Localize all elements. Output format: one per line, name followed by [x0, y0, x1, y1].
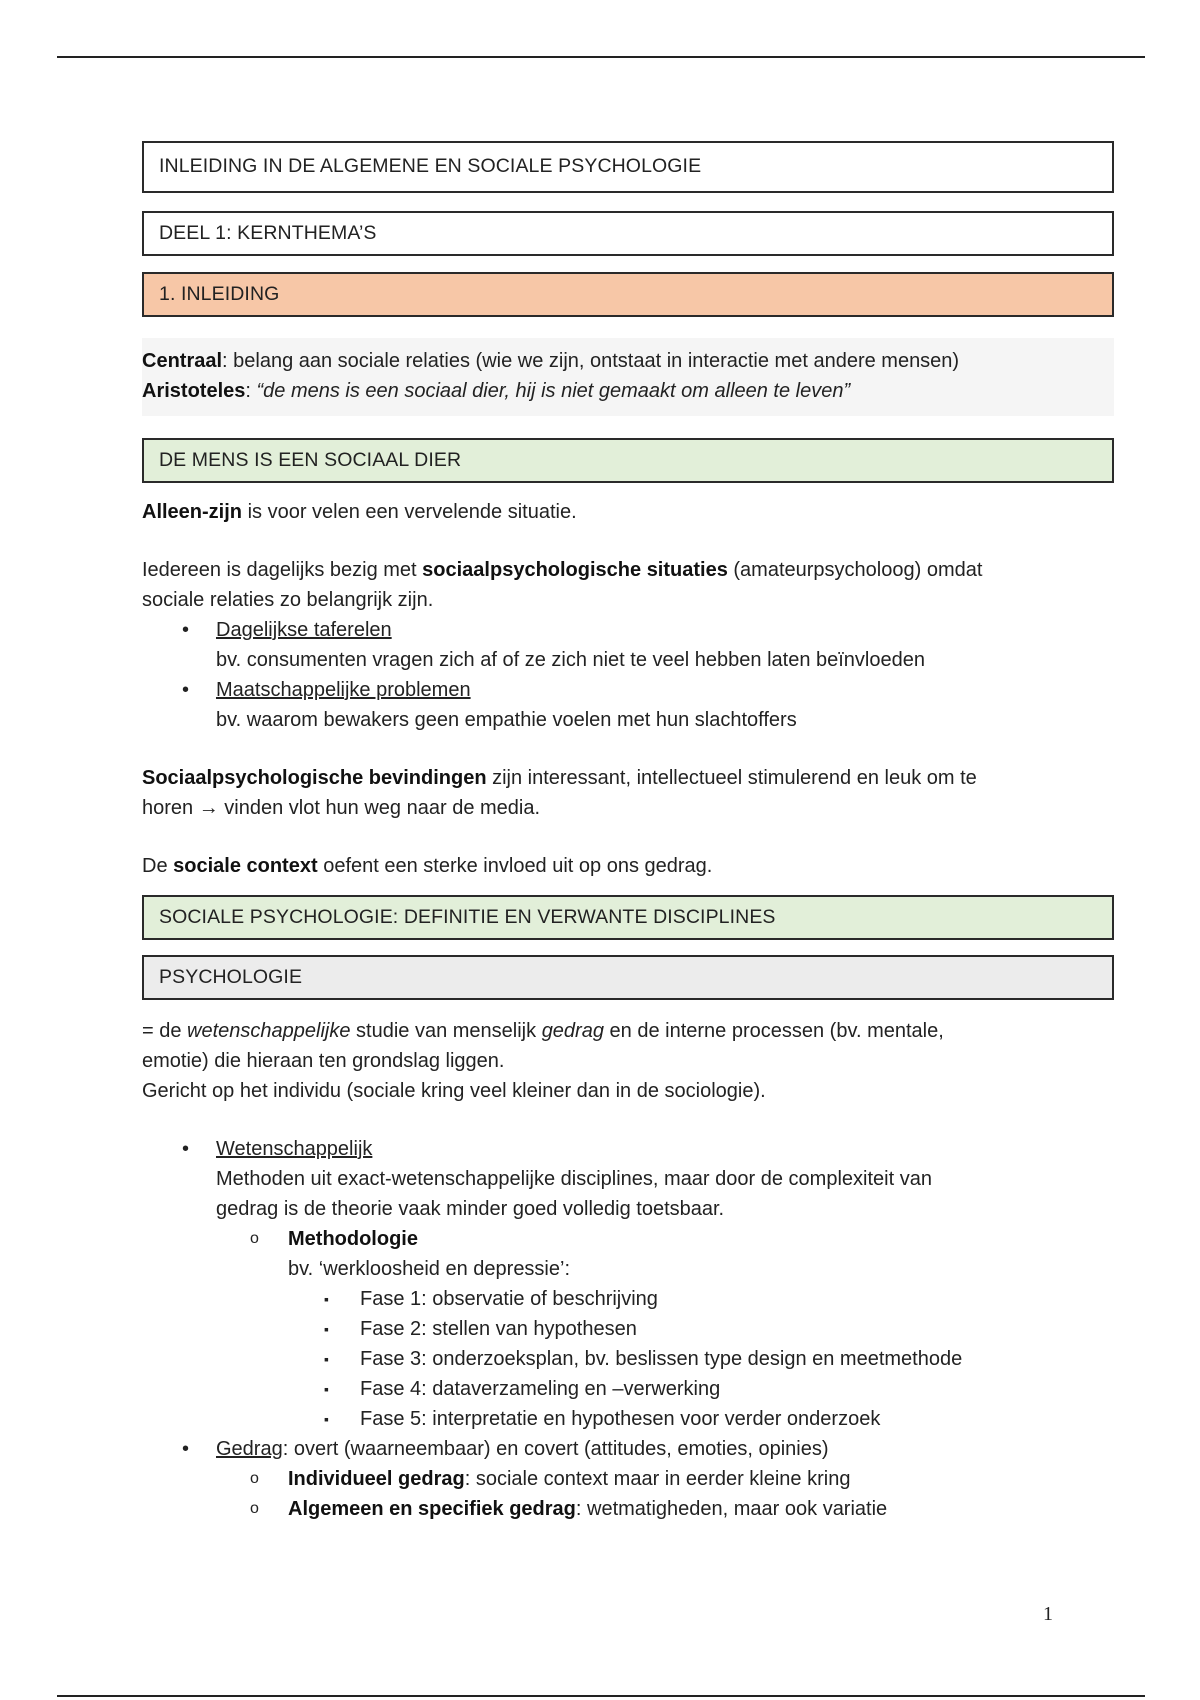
sociale-context-bold: sociale context — [173, 855, 318, 877]
definition-line-2: emotie) die hieraan ten grondslag liggen. — [142, 1050, 505, 1072]
iedereen-bold: sociaalpsychologische situaties — [422, 559, 728, 581]
list-item-title: Methodologie — [288, 1228, 418, 1250]
list-item-gedrag — [142, 1434, 1114, 1464]
sociale-context-text-b: oefent een sterke invloed uit op ons gedrag. — [317, 855, 713, 877]
def-italic-1: wetenschappelijke — [187, 1020, 351, 1042]
iedereen-text-b: (amateurpsycholoog) omdat — [727, 559, 983, 581]
paragraph-alleen-zijn — [142, 497, 1114, 527]
paragraph-sociale-context — [142, 851, 1114, 881]
psychologie-list — [142, 1134, 1114, 1524]
alleen-zijn-text: is voor velen een vervelende situatie. — [242, 501, 577, 523]
paragraph-bevindingen — [142, 763, 1114, 793]
def-text-c: en de interne processen (bv. mentale, — [603, 1020, 944, 1042]
square-marker: ▪ — [324, 1381, 329, 1397]
list-item-text: : sociale context maar in eerder kleine kring — [464, 1468, 851, 1490]
list-item-title: Individueel gedrag — [288, 1468, 465, 1490]
centraal-text: : belang aan sociale relaties (wie we zijn, ontstaat in interactie met andere mensen) — [222, 350, 960, 372]
list-item — [142, 615, 1114, 675]
fase-text: Fase 3: onderzoeksplan, bv. beslissen type design en meetmethode — [360, 1348, 963, 1370]
sociale-context-text-a: De — [142, 855, 174, 877]
list-item-text: Methoden uit exact-wetenschappelijke disciplines, maar door de complexiteit van — [216, 1168, 932, 1190]
paragraph-iedereen-cont: sociale relaties zo belangrijk zijn. — [142, 589, 434, 611]
square-marker: ▪ — [324, 1321, 329, 1337]
alleen-zijn-bold: Alleen-zijn — [142, 501, 243, 523]
list-item-title: Dagelijkse taferelen — [216, 619, 392, 641]
section-heading-definitie: SOCIALE PSYCHOLOGIE: DEFINITIE EN VERWANTE DISCIPLINES — [142, 895, 1114, 940]
bevindingen-text-a: zijn interessant, intellectueel stimulerend en leuk om te — [486, 767, 977, 789]
document-title: INLEIDING IN DE ALGEMENE EN SOCIALE PSYCHOLOGIE — [142, 141, 1114, 193]
intro-aristoteles — [142, 376, 1114, 406]
square-marker: ▪ — [324, 1291, 329, 1307]
bullet-marker: • — [182, 619, 190, 641]
paragraph-bevindingen-cont: horen → vinden vlot hun weg naar de media. — [142, 797, 541, 819]
aristoteles-quote: “de mens is een sociaal dier, hij is niet gemaakt om alleen te leven” — [256, 380, 851, 402]
circle-marker: o — [250, 1500, 259, 1517]
def-italic-2: gedrag — [541, 1020, 604, 1042]
list-item — [142, 675, 1114, 735]
header-rule — [57, 56, 1145, 58]
document-body — [142, 141, 1114, 1524]
aristoteles-sep: : — [245, 380, 257, 402]
def-text-b: studie van menselijk — [350, 1020, 542, 1042]
chapter-heading: 1. INLEIDING — [142, 272, 1114, 317]
intro-block — [142, 338, 1114, 416]
list-item-text: : wetmatigheden, maar ook variatie — [575, 1498, 888, 1520]
circle-marker: o — [250, 1230, 259, 1247]
square-marker: ▪ — [324, 1351, 329, 1367]
fase-text: Fase 4: dataverzameling en –verwerking — [360, 1378, 721, 1400]
page-number: 1 — [1043, 1603, 1053, 1625]
list-item-text: bv. ‘werkloosheid en depressie’: — [288, 1258, 571, 1280]
part-heading: DEEL 1: KERNTHEMA’S — [142, 211, 1114, 256]
section-heading-social-animal: DE MENS IS EEN SOCIAAL DIER — [142, 438, 1114, 483]
def-text-a: = de — [142, 1020, 188, 1042]
aristoteles-label: Aristoteles — [142, 380, 246, 402]
bevindingen-bold: Sociaalpsychologische bevindingen — [142, 767, 487, 789]
footer-rule — [57, 1695, 1145, 1697]
intro-centraal — [142, 346, 1114, 376]
definition-line-1 — [142, 1016, 1114, 1046]
list-item-text: bv. waarom bewakers geen empathie voelen met hun slachtoffers — [216, 709, 797, 731]
list-item-wetenschappelijk — [142, 1134, 1114, 1224]
list-item-text: gedrag is de theorie vaak minder goed volledig toetsbaar. — [216, 1198, 725, 1220]
circle-marker: o — [250, 1470, 259, 1487]
bullet-marker: • — [182, 1138, 190, 1160]
section-heading-psychologie: PSYCHOLOGIE — [142, 955, 1114, 1000]
fase-text: Fase 5: interpretatie en hypothesen voor verder onderzoek — [360, 1408, 881, 1430]
list-item-methodologie — [142, 1224, 1114, 1284]
definition-line-3: Gericht op het individu (sociale kring veel kleiner dan in de sociologie). — [142, 1080, 766, 1102]
fase-item — [142, 1344, 1114, 1374]
fase-item — [142, 1284, 1114, 1314]
centraal-label: Centraal — [142, 350, 223, 372]
list-item-algemeen — [142, 1494, 1114, 1524]
list-item-individueel — [142, 1464, 1114, 1494]
bullet-marker: • — [182, 1438, 190, 1460]
fase-item — [142, 1314, 1114, 1344]
fase-item — [142, 1374, 1114, 1404]
list-item-title: Maatschappelijke problemen — [216, 679, 471, 701]
iedereen-text-a: Iedereen is dagelijks bezig met — [142, 559, 423, 581]
fase-item — [142, 1404, 1114, 1434]
fase-text: Fase 2: stellen van hypothesen — [360, 1318, 637, 1340]
list-item-title: Algemeen en specifiek gedrag — [288, 1498, 576, 1520]
square-marker: ▪ — [324, 1411, 329, 1427]
social-situations-list — [142, 615, 1114, 735]
list-item-text: bv. consumenten vragen zich af of ze zich niet te veel hebben laten beïnvloeden — [216, 649, 925, 671]
list-item-title: Wetenschappelijk — [216, 1138, 373, 1160]
bullet-marker: • — [182, 679, 190, 701]
paragraph-iedereen — [142, 555, 1114, 585]
list-item-text: : overt (waarneembaar) en covert (attitudes, emoties, opinies) — [282, 1438, 829, 1460]
fase-text: Fase 1: observatie of beschrijving — [360, 1288, 658, 1310]
list-item-title: Gedrag — [216, 1438, 283, 1460]
